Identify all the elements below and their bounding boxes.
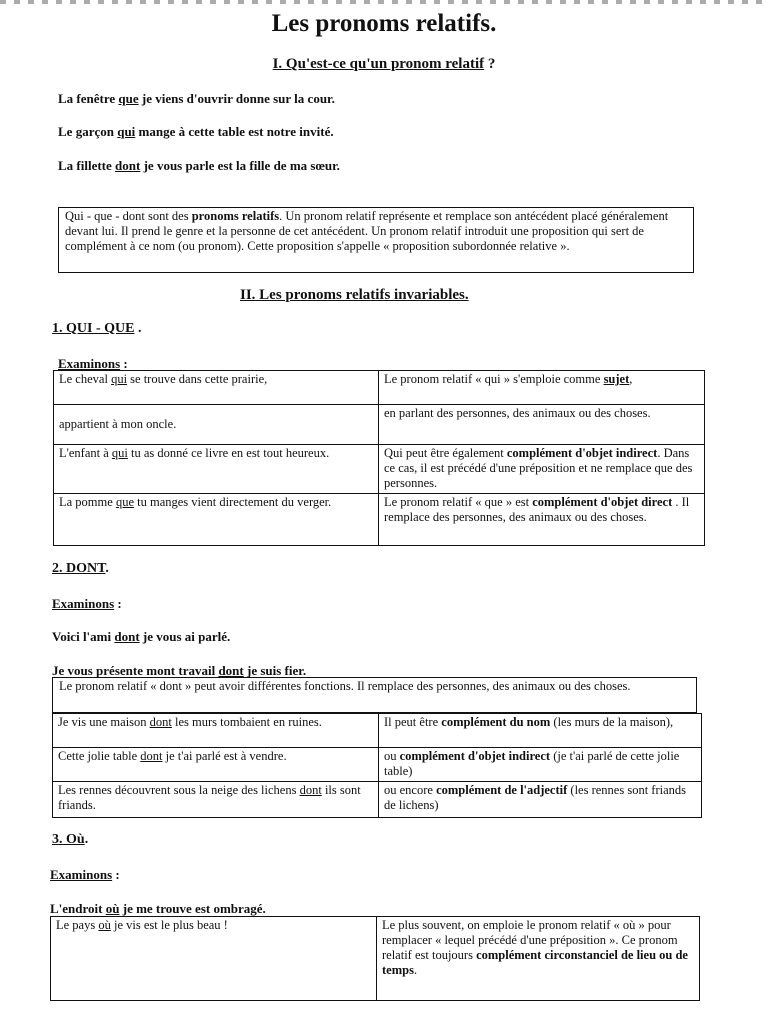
dont-intro-box: Le pronom relatif « dont » peut avoir différentes fonctions. Il remplace des personnes, des animaux ou des choses. [52, 677, 697, 713]
table-cell-example [51, 917, 377, 1001]
subsection-heading-mark: . [134, 321, 142, 336]
example-text: La fenêtre [58, 91, 119, 106]
grammar-term: complément de l'adjectif [436, 783, 568, 797]
table-cell-explanation [377, 917, 700, 1001]
table-cell-example [53, 748, 379, 782]
examinons-colon: : [120, 356, 128, 371]
cell-text: les murs tombaient en ruines. [171, 715, 322, 729]
cell-text: Qui peut être également [384, 446, 507, 460]
definition-term: pronoms relatifs [191, 209, 280, 223]
table-row [53, 782, 702, 818]
cell-text: tu as donné ce livre en est tout heureux. [127, 446, 330, 460]
section-1-heading [0, 56, 768, 73]
section-2-heading: II. Les pronoms relatifs invariables. [240, 287, 469, 303]
table-cell-explanation [379, 371, 705, 405]
cell-text: se trouve dans cette prairie, [127, 372, 268, 386]
cell-text: je vis est le plus beau ! [110, 918, 228, 932]
example-text: je me trouve est ombragé. [119, 901, 266, 916]
subsection-heading-text: 2. DONT [52, 561, 106, 576]
subsection-heading-mark: . [84, 832, 89, 847]
table-cell-example [54, 405, 379, 445]
cell-text: Le cheval [59, 372, 112, 386]
example-text: Je vous présente mont travail [52, 663, 219, 678]
table-cell-explanation [379, 782, 702, 818]
example-text: je vous ai parlé. [139, 629, 231, 644]
relative-pronoun: qui [111, 446, 128, 460]
cell-text: Cette jolie table [58, 749, 141, 763]
table-cell-explanation [379, 405, 705, 445]
relative-pronoun: dont [114, 629, 140, 644]
table-cell-explanation [379, 494, 705, 546]
relative-pronoun: que [118, 91, 139, 106]
relative-pronoun: dont [140, 749, 163, 763]
subsection-heading-text: 1. QUI - QUE [52, 321, 135, 336]
cell-text: . Il remplace des personnes, des animaux ou des choses. [384, 495, 690, 524]
relative-pronoun: qui [117, 124, 136, 139]
grammar-term: sujet [603, 372, 630, 386]
cell-text: ou encore [384, 783, 437, 797]
cell-text: ou [384, 749, 400, 763]
example-text: Voici l'ami [52, 629, 115, 644]
definition-text: . Un pronom relatif représente et remplace son antécédent placé généralement devant lui. Il prend le genre et la personne de cet antécédent. Un pronom relatif introduit une proposition qui sert de complément à ce nom (ou pronom). Cette proposition s'appelle « proposition subordonnée relative ». [65, 209, 669, 253]
cell-text: je t'ai parlé est à vendre. [162, 749, 287, 763]
example-text: je viens d'ouvrir donne sur la cour. [138, 91, 335, 106]
subsection-qui-que-heading [52, 321, 141, 337]
table-row [54, 371, 705, 405]
table-cell-explanation [379, 748, 702, 782]
table-cell-example [54, 445, 379, 494]
subsection-ou-heading [52, 832, 88, 848]
examinons-label [50, 867, 120, 883]
table-cell-example [54, 494, 379, 546]
definition-text: Qui - que - dont sont des [65, 209, 192, 223]
example-sentence [50, 901, 266, 917]
cell-text: , [629, 372, 633, 386]
example-text: mange à cette table est notre invité. [135, 124, 334, 139]
cell-text: ils sont friands. [58, 783, 361, 812]
table-row [54, 405, 705, 445]
grammar-term: complément d'objet indirect [399, 749, 551, 763]
relative-pronoun: qui [111, 372, 128, 386]
qui-que-table [53, 370, 705, 546]
table-cell-example [54, 371, 379, 405]
cell-text: Le pronom relatif « qui » s'emploie comme [384, 372, 604, 386]
example-sentence [58, 91, 335, 107]
examinons-text: Examinons [50, 867, 113, 882]
relative-pronoun: dont [149, 715, 172, 729]
relative-pronoun: dont [115, 158, 141, 173]
relative-pronoun: où [105, 901, 120, 916]
examinons-label [52, 596, 122, 612]
relative-pronoun: que [115, 495, 134, 509]
subsection-dont-heading [52, 561, 109, 577]
example-sentence [52, 629, 230, 645]
cell-text: tu manges vient directement du verger. [134, 495, 332, 509]
cell-text: en parlant des personnes, des animaux ou des choses. [384, 406, 651, 420]
example-text: je vous parle est la fille de ma sœur. [140, 158, 340, 173]
page-title: Les pronoms relatifs. [271, 10, 497, 37]
cell-text: (je t'ai parlé de cette jolie table) [384, 749, 680, 778]
cell-text: . [413, 963, 418, 977]
relative-pronoun: où [98, 918, 111, 932]
scan-edge-artifact [0, 0, 768, 4]
table-cell-explanation [379, 714, 702, 748]
relative-pronoun: dont [218, 663, 244, 678]
table-cell-explanation [379, 445, 705, 494]
cell-text: L'enfant à [59, 446, 112, 460]
cell-text: Le plus souvent, on emploie le pronom relatif « où » pour remplacer « lequel précédé d'une préposition ». Ce pronom relatif est toujours [382, 918, 678, 962]
table-row [53, 748, 702, 782]
example-text: La fillette [58, 158, 116, 173]
cell-text: . Dans ce cas, il est précédé d'une préposition et ne remplace que des personnes. [384, 446, 693, 490]
section-1-heading-mark: ? [484, 56, 496, 72]
grammar-term: complément d'objet indirect [506, 446, 658, 460]
table-row [54, 494, 705, 546]
examinons-colon: : [114, 596, 122, 611]
grammar-term: complément du nom [441, 715, 551, 729]
cell-text: Les rennes découvrent sous la neige des lichens [58, 783, 300, 797]
example-sentence [58, 124, 334, 140]
example-sentence [58, 158, 340, 174]
cell-text: (les murs de la maison), [550, 715, 674, 729]
cell-text: Je vis une maison [58, 715, 150, 729]
section-1-heading-text: I. Qu'est-ce qu'un pronom relatif [272, 56, 485, 72]
table-cell-example [53, 782, 379, 818]
cell-text: (les rennes sont friands de lichens) [384, 783, 687, 812]
example-text: je suis fier. [243, 663, 307, 678]
cell-text: appartient à mon oncle. [59, 416, 177, 431]
example-text: L'endroit [50, 901, 106, 916]
table-cell-example [53, 714, 379, 748]
subsection-heading-mark: . [105, 561, 109, 576]
relative-pronoun: dont [299, 783, 322, 797]
definition-box [58, 207, 694, 273]
cell-text: Il peut être [384, 715, 442, 729]
grammar-term: complément circonstanciel de lieu ou de temps [382, 948, 688, 977]
examinons-text: Examinons [52, 596, 115, 611]
dont-table [52, 713, 702, 818]
example-text: Le garçon [58, 124, 118, 139]
table-row [53, 714, 702, 748]
cell-text: Le pronom relatif « que » est [384, 495, 533, 509]
cell-text: Le pays [56, 918, 99, 932]
table-row [51, 917, 700, 1001]
examinons-text: Examinons [58, 356, 121, 371]
subsection-heading-text: 3. Où [52, 832, 85, 847]
grammar-term: complément d'objet direct [532, 495, 673, 509]
ou-table [50, 916, 700, 1001]
cell-text: La pomme [59, 495, 116, 509]
table-row [54, 445, 705, 494]
examinons-colon: : [112, 867, 120, 882]
